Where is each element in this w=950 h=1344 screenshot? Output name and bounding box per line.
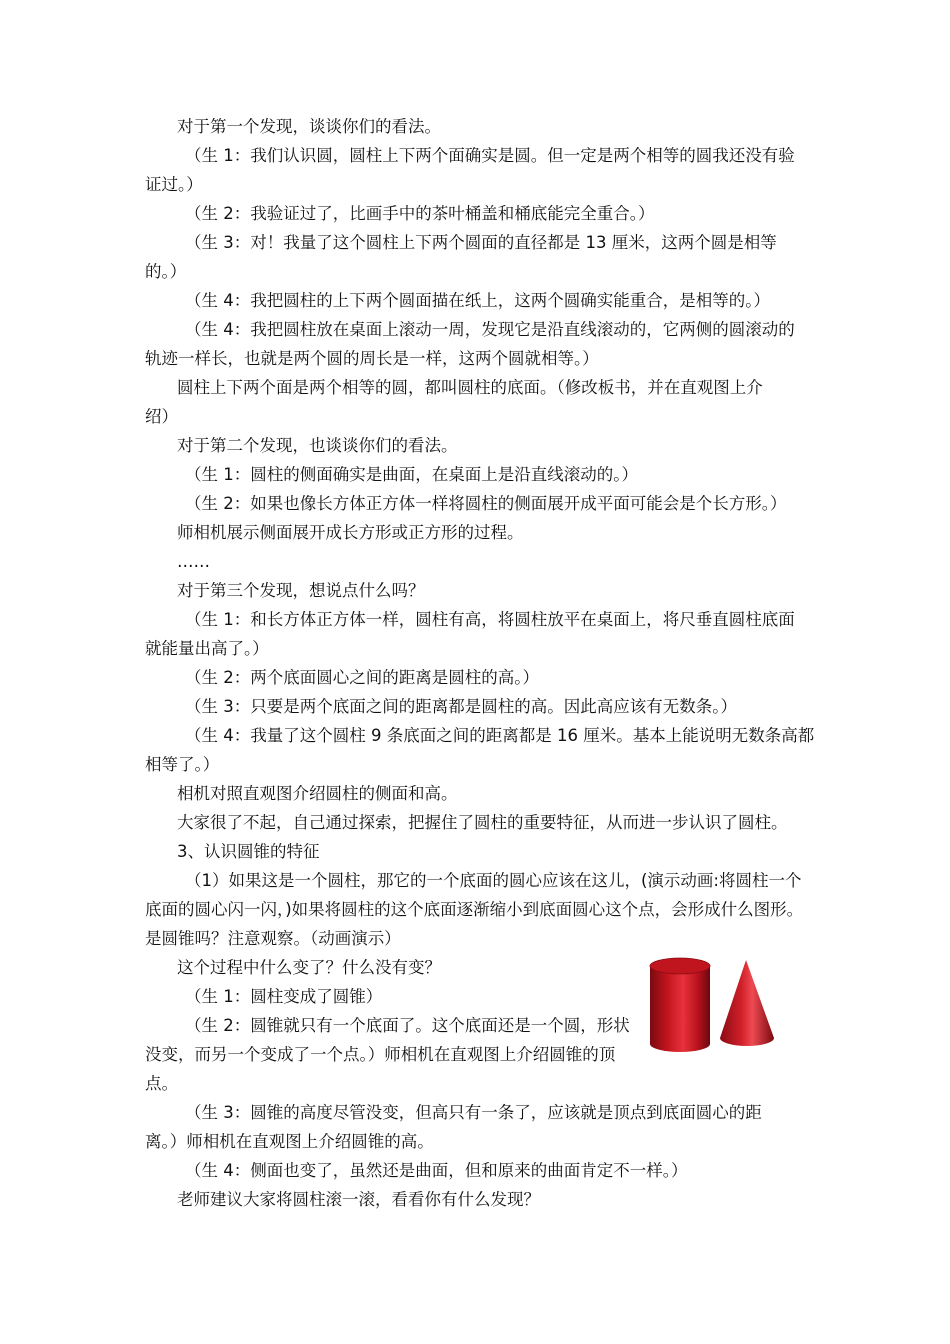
text-line: 没变，而另一个变成了一个点。）师相机在直观图上介绍圆锥的顶	[145, 1045, 616, 1064]
text-line: （生 4：我把圆柱的上下两个圆面描在纸上，这两个圆确实能重合，是相等的。）	[185, 291, 770, 310]
text-line: （生 4：侧面也变了，虽然还是曲面，但和原来的曲面肯定不一样。）	[185, 1161, 688, 1180]
text-line: 大家很了不起，自己通过探索，把握住了圆柱的重要特征，从而进一步认识了圆柱。	[177, 813, 788, 832]
text-line: 证过。）	[145, 175, 203, 194]
text-line: 对于第二个发现，也谈谈你们的看法。	[177, 436, 458, 455]
text-line: （生 3：圆锥的高度尽管没变，但高只有一条了，应该就是顶点到底面圆心的距	[185, 1103, 762, 1122]
text-line: （生 1：我们认识圆，圆柱上下两个面确实是圆。但一定是两个相等的圆我还没有验	[185, 146, 795, 165]
text-line: 底面的圆心闪一闪，)如果将圆柱的这个底面逐渐缩小到底面圆心这个点，会形成什么图形。	[145, 900, 804, 919]
cylinder-cone-figure	[640, 952, 790, 1062]
text-line: （生 2：两个底面圆心之间的距离是圆柱的高。）	[185, 668, 539, 687]
text-line: 轨迹一样长，也就是两个圆的周长是一样，这两个圆就相等。）	[145, 349, 599, 368]
text-line: （1）如果这是一个圆柱，那它的一个底面的圆心应该在这儿，(演示动画:将圆柱一个	[185, 871, 802, 890]
text-line: 对于第一个发现，谈谈你们的看法。	[177, 117, 441, 136]
text-line: （生 3：只要是两个底面之间的距离都是圆柱的高。因此高应该有无数条。）	[185, 697, 737, 716]
text-line: 师相机展示侧面展开成长方形或正方形的过程。	[177, 523, 524, 542]
text-line: 是圆锥吗？注意观察。（动画演示）	[145, 929, 401, 948]
text-line: ……	[177, 552, 210, 571]
text-line: （生 4：我把圆柱放在桌面上滚动一周，发现它是沿直线滚动的，它两侧的圆滚动的	[185, 320, 795, 339]
text-line: 相等了。）	[145, 755, 220, 774]
text-line: 绍）	[145, 407, 178, 426]
text-line: （生 2：我验证过了，比画手中的茶叶桶盖和桶底能完全重合。）	[185, 204, 655, 223]
text-line: （生 1：和长方体正方体一样，圆柱有高，将圆柱放平在桌面上，将尺垂直圆柱底面	[185, 610, 795, 629]
text-line: （生 4：我量了这个圆柱 9 条底面之间的距离都是 16 厘米。基本上能说明无数条高都	[185, 726, 815, 745]
text-line: 点。	[145, 1074, 178, 1093]
text-line: 圆柱上下两个面是两个相等的圆，都叫圆柱的底面。（修改板书，并在直观图上介	[177, 378, 763, 397]
text-line: 离。）师相机在直观图上介绍圆锥的高。	[145, 1132, 434, 1151]
text-line: 这个过程中什么变了？什么没有变？	[177, 958, 441, 977]
section-heading: 3、认识圆锥的特征	[177, 842, 320, 861]
text-line: 对于第三个发现，想说点什么吗？	[177, 581, 425, 600]
text-line: （生 1：圆柱的侧面确实是曲面，在桌面上是沿直线滚动的。）	[185, 465, 638, 484]
text-line: 老师建议大家将圆柱滚一滚，看看你有什么发现？	[177, 1190, 540, 1209]
text-line: 就能量出高了。）	[145, 639, 269, 658]
text-line: 相机对照直观图介绍圆柱的侧面和高。	[177, 784, 458, 803]
text-line: 的。）	[145, 262, 187, 281]
text-line: （生 1：圆柱变成了圆锥）	[185, 987, 383, 1006]
text-line: （生 3：对！我量了这个圆柱上下两个圆面的直径都是 13 厘米，这两个圆是相等	[185, 233, 777, 252]
cylinder-shape	[650, 958, 710, 1052]
cone-shape	[720, 960, 774, 1046]
text-line: （生 2：圆锥就只有一个底面了。这个底面还是一个圆，形状	[185, 1016, 630, 1035]
text-line: （生 2：如果也像长方体正方体一样将圆柱的侧面展开成平面可能会是个长方形。）	[185, 494, 787, 513]
